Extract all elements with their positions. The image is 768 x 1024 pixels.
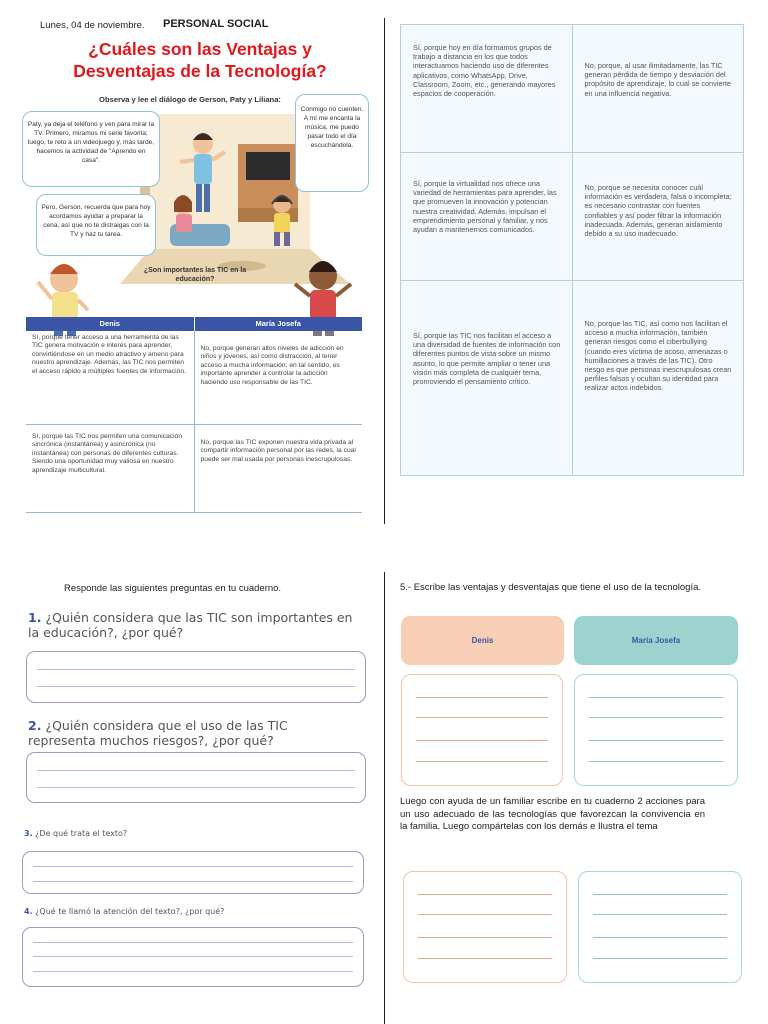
answer-box-denis[interactable]: [401, 674, 563, 786]
argument-maria-josefa: No, porque se necesita conocer cuál información es verdadera, falsa o incompleta; es necesario contrastar con fuentes confiables y así poder filtrar la información inadecuada. Además, generan aislamiento debido a su uso inadecuado.: [572, 153, 744, 280]
writing-line: [418, 914, 552, 915]
label-maria-josefa: María Josefa: [574, 616, 738, 665]
header-denis: Denis: [99, 319, 120, 328]
writing-line: [33, 942, 353, 943]
worksheet-title: [30, 38, 370, 82]
writing-line: [33, 881, 353, 882]
writing-line: [416, 761, 548, 762]
writing-line: [593, 914, 727, 915]
writing-line: [416, 717, 548, 718]
writing-line: [418, 937, 552, 938]
writing-line: [37, 686, 355, 687]
answer-box-2[interactable]: [26, 752, 366, 803]
argument-maria-josefa: No, porque, al usar ilimitadamente, las TIC generan pérdida de tiempo y desviación del propósito de aprendizaje, lo cual se convierte en una influencia negativa.: [572, 25, 744, 152]
argument-maria-josefa: No, porque generan altos niveles de adicción en niños y jóvenes, así como distracción, al tener acceso a mucha información; en tal sentido, es importante aprender a controlar la adicción haciendo uso responsable de las TIC.: [194, 331, 363, 424]
answer-box-4[interactable]: [22, 927, 364, 987]
speech-bubble-liliana: Conmigo no cuenten. A mí me encanta la música, me puedo pasar todo el día escuchándola.: [295, 94, 369, 192]
writing-line: [37, 669, 355, 670]
question-text: ¿Quién considera que el uso de las TIC representa muchos riesgos?, ¿por qué?: [28, 718, 288, 748]
answer-box-3[interactable]: [22, 851, 364, 894]
question-number: 2.: [28, 718, 42, 733]
answer-box-1[interactable]: [26, 651, 366, 703]
question-5: 5.- Escribe las ventajas y desventajas que tiene el uso de la tecnología.: [400, 582, 702, 593]
argument-denis: Sí, porque las TIC nos permiten una comunicación sincrónica (instantánea) y asincrónica (no instantánea) con personas de diferentes culturas. Siendo una oportunidad muy valiosa en nuestro aprendizaje multicultural.: [32, 433, 183, 474]
family-activity-instruction: Luego con ayuda de un familiar escribe en tu cuaderno 2 acciones para un uso adecuado de las tecnologías que favorezcan la convivencia en la familia. Luego compártelas con los demás e Ilustra el tema: [400, 796, 705, 832]
question-number: 4.: [24, 907, 33, 916]
debate-table-header: [26, 317, 362, 331]
writing-line: [33, 971, 353, 972]
question-number: 1.: [28, 610, 42, 625]
page-divider-bottom: [384, 572, 385, 1024]
question-text: ¿De qué trata el texto?: [35, 829, 128, 838]
title-line-1: ¿Cuáles son las Ventajas y: [88, 39, 312, 59]
table-row: [401, 25, 743, 153]
questions-intro: Responde las siguientes preguntas en tu cuaderno.: [64, 583, 282, 594]
writing-line: [589, 717, 723, 718]
writing-line: [418, 958, 552, 959]
writing-line: [593, 937, 727, 938]
writing-line: [589, 761, 723, 762]
argument-denis: Sí, porque la virtualidad nos ofrece una variedad de herramientas para aprender, las que promueven la innovación y potencian nuestra creatividad. Además, impulsan el emprendimiento personal y familiar, y nos ayudan a mantenernos comunicados.: [413, 179, 557, 235]
argument-denis: Sí, porque tener acceso a una herramienta de las TIC genera motivación e interés para aprender, convirtiéndose en un medio atractivo y ameno para nuestro aprendizaje. Además, las TIC nos permiten el acceso rápido a múltiples fuentes de información.: [32, 334, 186, 375]
title-line-2: Desventajas de la Tecnología?: [73, 61, 327, 81]
speech-bubble-gerson: Paty, ya deja el teléfono y ven para mirar la TV. Primero, miramos mi serie favorita; luego, te reto a un videojuego y, más tarde, hacemos la actividad de "Aprendo en casa".: [22, 111, 160, 187]
page-divider-top: [384, 18, 385, 524]
writing-line: [418, 894, 552, 895]
action-box-2[interactable]: [578, 871, 742, 983]
writing-line: [589, 697, 723, 698]
table-row: [401, 153, 743, 281]
writing-line: [416, 740, 548, 741]
writing-line: [416, 697, 548, 698]
speech-bubble-paty: Pero, Gerson, recuerda que para hoy acordamos ayudar a preparar la cena, así que no te distraigas con la TV y haz tu tarea.: [36, 194, 156, 256]
question-number: 3.: [24, 829, 33, 838]
argument-denis: Sí, porque las TIC nos facilitan el acceso a una diversidad de fuentes de información con diferentes puntos de vista sobre un mismo asunto, lo que permite ampliar o tener una visión más completa de cualquier tema, promoviendo el pensamiento crítico.: [413, 331, 561, 387]
dialogue-instruction: Observa y lee el diálogo de Gerson, Paty y Liliana:: [99, 95, 281, 104]
question-4: [24, 907, 354, 917]
table-row: [26, 331, 362, 425]
writing-line: [593, 894, 727, 895]
table-row: [401, 281, 743, 475]
writing-line: [33, 866, 353, 867]
header-maria-josefa: María Josefa: [194, 317, 363, 331]
writing-line: [593, 958, 727, 959]
writing-line: [589, 740, 723, 741]
argument-maria-josefa: No, porque las TIC exponen nuestra vida privada al compartir información personal por las redes, la cual puede ser mal usada por personas inescrupulosas.: [194, 425, 363, 512]
tv-icon: [246, 152, 290, 180]
question-text: ¿Qué te llamó la atención del texto?, ¿por qué?: [35, 907, 225, 916]
debate-question: ¿Son importantes las TIC en la educación?: [143, 267, 247, 283]
debate-table: [26, 317, 362, 513]
writing-line: [37, 787, 355, 788]
worksheet-subject: PERSONAL SOCIAL: [163, 18, 269, 30]
argument-denis: Sí, porque hoy en día formamos grupos de trabajo a distancia en los que todos interactuamos haciendo uso de diferentes aplicativos, como WhatsApp, Drive, Classroom, Zoom, etc., generando mayores espacios de cooperación.: [413, 43, 556, 99]
worksheet-page-1: [0, 0, 384, 512]
label-denis: Denis: [401, 616, 564, 665]
question-3: [24, 829, 354, 839]
question-2: [28, 718, 358, 748]
writing-line: [33, 956, 353, 957]
action-box-1[interactable]: [403, 871, 567, 983]
argument-maria-josefa: No, porque las TIC, así como nos facilitan el acceso a mucha información, también generan riesgos como el ciberbullying (cuando eres víctima de acoso, amenazas o humillaciones a través de las TIC). Otro riesgo es que personas inescrupulosas crean perfiles falsos y ocultan su identidad para realizar actos indebidos.: [572, 281, 744, 475]
answer-box-maria-josefa[interactable]: [574, 674, 738, 786]
question-1: [28, 610, 358, 640]
worksheet-date: Lunes, 04 de noviembre.: [40, 20, 145, 31]
table-row: [26, 425, 362, 513]
question-text: ¿Quién considera que las TIC son importantes en la educación?, ¿por qué?: [28, 610, 353, 640]
debate-table-continued: [400, 24, 744, 476]
writing-line: [37, 770, 355, 771]
